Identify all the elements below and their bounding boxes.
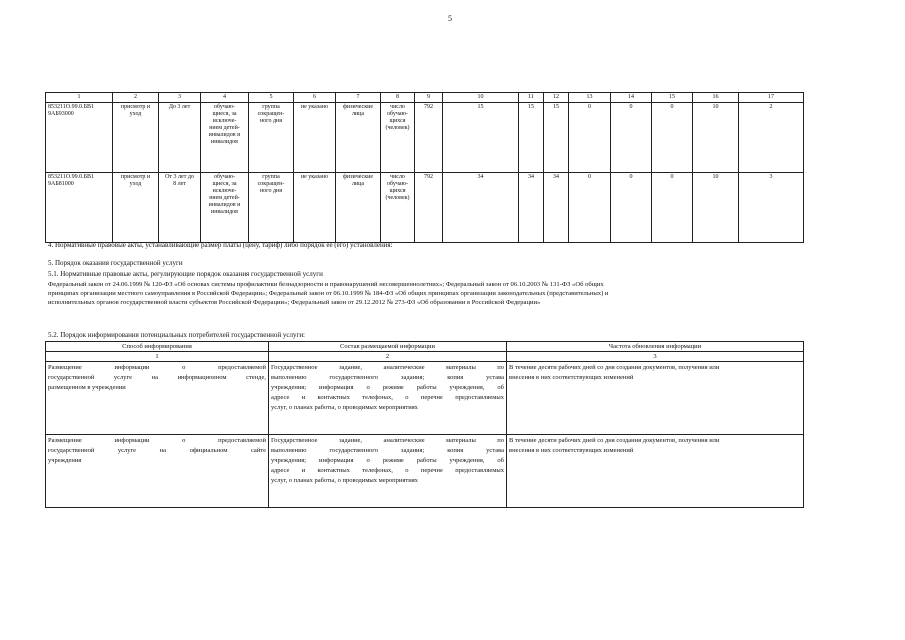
- column-number-9: 9: [415, 93, 443, 103]
- cell-line: ного дня: [259, 118, 283, 124]
- cell-line: 2: [769, 104, 773, 110]
- cell-value: [611, 173, 652, 243]
- text-line: выполнению государственного задания; копия устава: [271, 447, 504, 454]
- cell-line: лица: [351, 181, 365, 187]
- column-number-17: 17: [739, 93, 804, 103]
- text-line: учреждения; информация о режиме работы учреждения, об: [271, 384, 504, 391]
- cell-line: 853211О.99.0.БВ1: [48, 174, 95, 180]
- text-line: услуг, о планах работы, о проводимых мероприятиях: [271, 477, 418, 484]
- cell-line: обучаю-: [387, 111, 408, 117]
- cell-line: присмотр и: [120, 104, 151, 110]
- cell-indicator: [381, 103, 415, 173]
- section-5-1-laws: [48, 280, 798, 307]
- text-line: Размещение информации о предоставляемой: [48, 364, 266, 371]
- informing-row: [46, 362, 804, 435]
- cell-line: (человек): [385, 125, 410, 131]
- cell-value: [569, 103, 611, 173]
- column-number-12: 12: [544, 93, 569, 103]
- cell-value: [569, 173, 611, 243]
- cell-line: 34: [553, 174, 559, 180]
- cell-line: ного дня: [259, 188, 283, 194]
- text-line: размещенном в учреждении: [48, 384, 126, 391]
- cell-line: сокращен-: [257, 111, 285, 117]
- cell-line: 10: [712, 174, 719, 180]
- cell-line: 8 лет: [173, 181, 186, 187]
- cell-value: [519, 103, 544, 173]
- text-line: услуг, о планах работы, о проводимых мероприятиях: [271, 404, 418, 411]
- cell-line: 0: [670, 174, 674, 180]
- cell-line: сокращен-: [257, 181, 285, 187]
- cell-line: 34: [528, 174, 534, 180]
- text-line: Размещение информации о предоставляемой: [48, 437, 266, 444]
- section-5-2-heading: 5.2. Порядок информирования потенциальных потребителей государственной услуги:: [48, 331, 306, 339]
- text-line: государственной услуге на официальном сайте: [48, 447, 266, 454]
- text-line: внесения в них соответствующих изменений: [509, 374, 634, 381]
- cell-service: [113, 103, 159, 173]
- cell-line: исключе-: [212, 118, 237, 124]
- law-line: принципах организации местного самоуправления в Российской Федерации»; Федеральный закон от 06.10.1999 № 184-ФЗ «Об общих принципах организации законодательных (представительных) и: [48, 290, 609, 297]
- column-number-10: 10: [443, 93, 519, 103]
- cell-value: [519, 173, 544, 243]
- cell-okei: [415, 103, 443, 173]
- column-number: 1: [46, 352, 269, 362]
- header-content: Состав размещаемой информации: [269, 342, 507, 352]
- cell-line: 3: [769, 174, 773, 180]
- cell-line: физические: [343, 104, 373, 110]
- informing-row: [46, 435, 804, 508]
- cell-age: [159, 103, 201, 173]
- cell-not-specified: [294, 103, 336, 173]
- cell-line: нием детей-: [209, 125, 240, 131]
- cell-line: 15: [528, 104, 534, 110]
- cell-line: От 3 лет до: [165, 174, 194, 180]
- cell-value: [544, 173, 569, 243]
- cell-line: число: [390, 104, 405, 110]
- cell-line: лица: [351, 111, 365, 117]
- column-number-3: 3: [159, 93, 201, 103]
- header-frequency: Частота обновления информации: [507, 342, 804, 352]
- cell-line: уход: [129, 181, 142, 187]
- cell-line: нием детей-: [209, 195, 240, 201]
- column-number-7: 7: [336, 93, 381, 103]
- cell-value: [443, 173, 519, 243]
- cell-value: [652, 103, 693, 173]
- cell-age: [159, 173, 201, 243]
- cell-line: группа: [262, 104, 280, 110]
- cell-line: 792: [424, 104, 433, 110]
- cell-category: [201, 103, 249, 173]
- cell-line: 0: [629, 104, 633, 110]
- cell-value: [693, 103, 739, 173]
- cell-line: инвалидов и: [208, 202, 241, 208]
- cell-line: 15: [477, 104, 484, 110]
- column-number-1: 1: [46, 93, 113, 103]
- column-number: 3: [507, 352, 804, 362]
- cell-not-specified: [294, 173, 336, 243]
- column-number-16: 16: [693, 93, 739, 103]
- text-line: учреждения: [48, 457, 82, 464]
- cell-value: [544, 103, 569, 173]
- cell-code: [46, 173, 113, 243]
- cell-okei: [415, 173, 443, 243]
- method-cell: [46, 362, 269, 435]
- cell-line: группа: [262, 174, 280, 180]
- cell-line: не указано: [300, 104, 329, 110]
- column-number-2: 2: [113, 93, 159, 103]
- page-number: 5: [448, 14, 452, 23]
- cell-value: [611, 103, 652, 173]
- column-number-15: 15: [652, 93, 693, 103]
- cell-line: физические: [343, 174, 373, 180]
- cell-line: 792: [424, 174, 433, 180]
- law-line: Федеральный закон от 24.06.1999 № 120-ФЗ «Об основах системы профилактики безнадзорности и правонарушений несовершеннолетних»; Федеральный закон от 06.10.2003 № 131-ФЗ «Об общих: [48, 281, 604, 288]
- cell-line: исключе-: [212, 188, 237, 194]
- table-row: [46, 173, 804, 243]
- cell-line: 9АБ93000: [48, 111, 74, 117]
- cell-line: обучаю-: [387, 181, 408, 187]
- column-number-5: 5: [249, 93, 294, 103]
- method-cell: [46, 435, 269, 508]
- text-line: В течение десяти рабочих дней со дня создания документов, получения или: [509, 364, 720, 371]
- frequency-cell: [507, 362, 804, 435]
- cell-line: 10: [712, 104, 719, 110]
- cell-line: щихся: [389, 118, 406, 124]
- cell-line: щиеся, за: [212, 181, 237, 187]
- column-number-4: 4: [201, 93, 249, 103]
- cell-line: 34: [477, 174, 484, 180]
- cell-service: [113, 173, 159, 243]
- cell-value: [652, 173, 693, 243]
- frequency-cell: [507, 435, 804, 508]
- text-line: внесения в них соответствующих изменений: [509, 447, 634, 454]
- service-volume-table: [45, 92, 804, 243]
- column-number-13: 13: [569, 93, 611, 103]
- cell-persons: [336, 173, 381, 243]
- table-row: [46, 103, 804, 173]
- text-line: адресе и контактных телефонах, о перечне предоставляемых: [271, 467, 504, 474]
- cell-persons: [336, 103, 381, 173]
- cell-line: щихся: [389, 188, 406, 194]
- cell-line: инвалидов: [211, 209, 238, 215]
- cell-line: инвалидов: [211, 139, 238, 145]
- law-line: исполнительных органов государственной власти субъектов Российской Федерации»; Федеральный закон от 29.12.2012 № 273-ФЗ «Об образовании в Российской Федерации»: [48, 299, 541, 306]
- cell-line: инвалидов и: [208, 132, 241, 138]
- cell-line: щиеся, за: [212, 111, 237, 117]
- column-number-6: 6: [294, 93, 336, 103]
- column-number-11: 11: [519, 93, 544, 103]
- text-line: Государственное задание, аналитические материалы по: [271, 437, 504, 444]
- cell-line: не указано: [300, 174, 329, 180]
- content-cell: [269, 435, 507, 508]
- cell-code: [46, 103, 113, 173]
- cell-value: [739, 173, 804, 243]
- cell-line: 9АБ81000: [48, 181, 74, 187]
- text-line: В течение десяти рабочих дней со дня создания документов, получения или: [509, 437, 720, 444]
- cell-line: обучаю-: [214, 104, 235, 110]
- cell-group: [249, 103, 294, 173]
- column-number-8: 8: [381, 93, 415, 103]
- column-number: 2: [269, 352, 507, 362]
- cell-line: (человек): [385, 195, 410, 201]
- cell-line: 0: [588, 104, 591, 110]
- cell-line: уход: [129, 111, 142, 117]
- cell-line: До 3 лет: [168, 104, 191, 110]
- section-5-1-heading: 5.1. Нормативные правовые акты, регулирующие порядок оказания государственной услуги: [48, 270, 323, 278]
- cell-line: обучаю-: [214, 174, 235, 180]
- cell-indicator: [381, 173, 415, 243]
- header-method: Способ информирования: [46, 342, 269, 352]
- cell-line: присмотр и: [120, 174, 151, 180]
- informing-table: [45, 341, 804, 508]
- cell-value: [443, 103, 519, 173]
- cell-line: 0: [588, 174, 591, 180]
- text-line: государственной услуге на информационном стенде,: [48, 374, 266, 381]
- text-line: адресе и контактных телефонах, о перечне предоставляемых: [271, 394, 504, 401]
- text-line: Государственное задание, аналитические материалы по: [271, 364, 504, 371]
- section-5-heading: 5. Порядок оказания государственной услуги: [48, 259, 183, 267]
- cell-line: 0: [670, 104, 674, 110]
- cell-line: число: [390, 174, 405, 180]
- cell-line: 853211О.99.0.БВ1: [48, 104, 95, 110]
- content-cell: [269, 362, 507, 435]
- cell-line: 0: [629, 174, 633, 180]
- cell-category: [201, 173, 249, 243]
- cell-value: [693, 173, 739, 243]
- cell-group: [249, 173, 294, 243]
- text-line: учреждения; информация о режиме работы учреждения, об: [271, 457, 504, 464]
- column-number-14: 14: [611, 93, 652, 103]
- text-line: выполнению государственного задания; копия устава: [271, 374, 504, 381]
- cell-value: [739, 103, 804, 173]
- section-4-text: 4. Нормативные правовые акты, устанавливающие размер платы (цену, тариф) либо порядок ее (его) установления:: [48, 241, 393, 249]
- cell-line: 15: [553, 104, 559, 110]
